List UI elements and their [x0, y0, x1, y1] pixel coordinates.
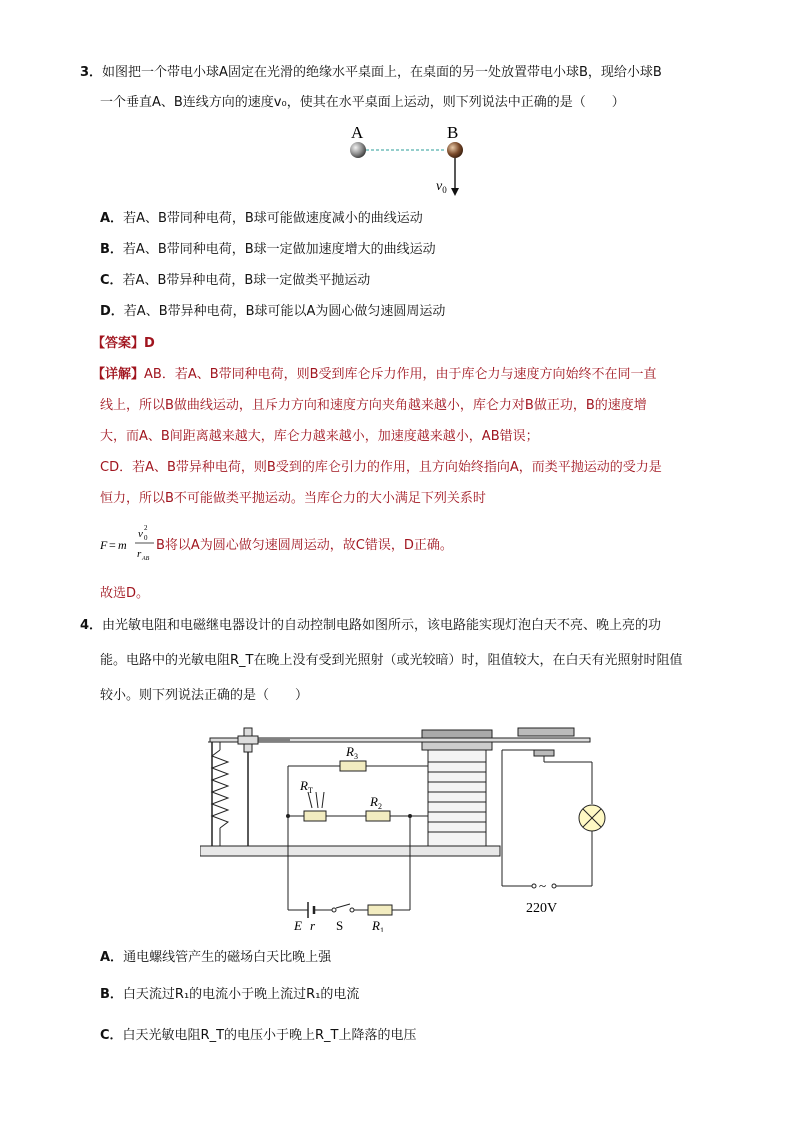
- base-plate: [200, 846, 500, 856]
- svg-text:0: 0: [144, 534, 148, 542]
- photoresistor-rt: [304, 811, 326, 821]
- q3-label-v0: $v_0$: [436, 179, 447, 195]
- q3-ball-b: [447, 142, 463, 158]
- svg-text:=: =: [109, 538, 116, 552]
- svg-text:m: m: [118, 538, 127, 552]
- q3-label-b: B: [447, 123, 459, 142]
- resistor-r2: [366, 811, 390, 821]
- q3-detail-line4: CD．若A、B带异种电荷，则B受到的库仑引力的作用，且方向始终指向A，而类平抛运动的受力是: [100, 460, 662, 475]
- svg-text:r: r: [310, 918, 316, 932]
- svg-text:F: F: [100, 538, 108, 552]
- q4-number: 4．: [80, 618, 103, 633]
- svg-text:R3: $R_3$: [346, 744, 358, 761]
- q4-option-b: B．白天流过R₁的电流小于晚上流过R₁的电流: [100, 987, 360, 1002]
- q3-formula-tail: B将以A为圆心做匀速圆周运动，故C错误，D正确。: [156, 538, 453, 553]
- q3-velocity-arrowhead: [451, 188, 459, 196]
- svg-text:R2: $R_2$: [370, 794, 382, 811]
- q3-formula: [100, 522, 160, 566]
- q3-number: 3．: [80, 65, 103, 80]
- resistor-r1: [368, 905, 392, 915]
- q3-answer: 【答案】D: [92, 336, 155, 351]
- svg-text:AB: AB: [142, 556, 150, 562]
- q4-stem-line2: 能。电路中的光敏电阻R_T在晚上没有受到光照射（或光较暗）时，阻值较大，在白天有光照射时阻值: [100, 653, 683, 668]
- svg-text:~: ~: [539, 878, 547, 893]
- voltage-label: 220V: [526, 901, 558, 916]
- q4-option-a: A．通电螺线管产生的磁场白天比晚上强: [100, 950, 332, 965]
- q3-option-c: C．若A、B带异种电荷，B球一定做类平抛运动: [100, 273, 371, 288]
- q4-stem-line3: 较小。则下列说法正确的是（ ）: [100, 688, 309, 703]
- q4-circuit-diagram: [200, 722, 610, 932]
- q4-option-c: C．白天光敏电阻R_T的电压小于晚上R_T上降落的电压: [100, 1028, 417, 1043]
- svg-text:r: r: [137, 548, 142, 560]
- q3-detail-line1: 【详解】AB．若A、B带同种电荷，则B受到库仑斥力作用，由于库仑力与速度方向始终不在同一直: [92, 367, 657, 382]
- resistor-r3: [340, 761, 366, 771]
- ac-terminal-left: [532, 884, 536, 888]
- q3-label-a: A: [351, 123, 364, 142]
- svg-text:RT: $R_T$: [300, 778, 313, 795]
- svg-text:v: v: [138, 528, 143, 540]
- ac-terminal-right: [552, 884, 556, 888]
- spring: [212, 750, 228, 828]
- svg-text:S: S: [336, 918, 344, 932]
- switch-s: [332, 908, 336, 912]
- q3-option-b: B．若A、B带同种电荷，B球一定做加速度增大的曲线运动: [100, 242, 436, 257]
- svg-text:2: 2: [144, 524, 148, 532]
- q3-option-a: A．若A、B带同种电荷，B球可能做速度减小的曲线运动: [100, 211, 423, 226]
- q3-detail-line3: 大，而A、B间距离越来越大，库仑力越来越小，加速度越来越小，AB错误；: [100, 429, 539, 444]
- q4-stem-line1: 4．由光敏电阻和电磁继电器设计的自动控制电路如图所示，该电路能实现灯泡白天不亮、晚上亮的功: [80, 618, 662, 633]
- svg-text:R1: $R_1$: [372, 918, 384, 932]
- q3-figure: [340, 118, 480, 200]
- q3-stem-line2: 一个垂直A、B连线方向的速度v₀，使其在水平桌面上运动，则下列说法中正确的是（ ）: [100, 95, 625, 110]
- q3-ball-a: [350, 142, 366, 158]
- q3-detail-line5: 恒力，所以B不可能做类平抛运动。当库仑力的大小满足下列关系时: [100, 491, 486, 506]
- q3-option-d: D．若A、B带异种电荷，B球可能以A为圆心做匀速圆周运动: [100, 304, 446, 319]
- q3-stem-line1: 3．如图把一个带电小球A固定在光滑的绝缘水平桌面上，在桌面的另一处放置带电小球B，现给小球B: [80, 65, 662, 80]
- q3-conclusion: 故选D。: [100, 586, 150, 601]
- q3-detail-line2: 线上，所以B做曲线运动，且斥力方向和速度方向夹角越来越小，库仑力对B做正功，B的速度增: [100, 398, 647, 413]
- svg-text:E: E: [294, 918, 302, 932]
